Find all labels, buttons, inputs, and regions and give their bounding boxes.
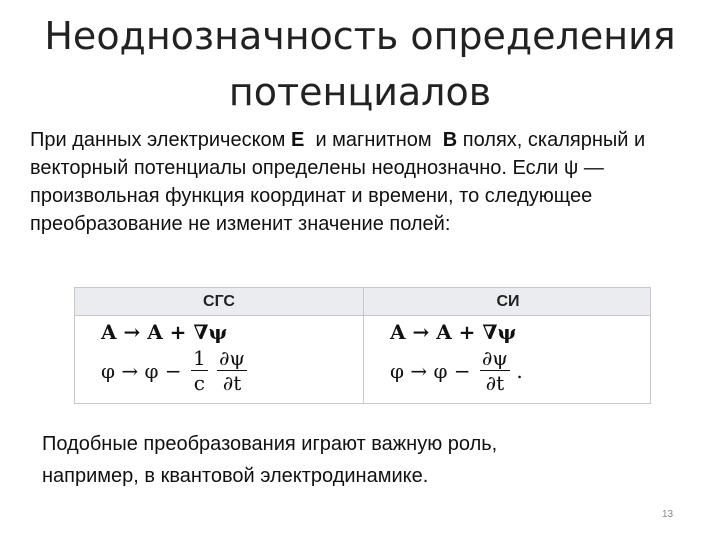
slide-title [0, 8, 720, 120]
page-number: 13 [662, 509, 674, 520]
si-trailing-period: . [516, 358, 523, 383]
cgs-deriv-den: ∂t [222, 371, 242, 395]
cgs-scalar-lhs: φ → φ − [101, 358, 182, 383]
outro-line-2: например, в квантовой электродинамике. [42, 465, 429, 487]
b-field-symbol: B [442, 129, 458, 151]
intro-text-1: При данных электрическом [30, 129, 291, 151]
intro-text-2: и магнитном [304, 129, 443, 151]
intro-paragraph [30, 126, 700, 238]
gauge-transform-table [74, 287, 651, 404]
cgs-deriv-fraction [217, 346, 247, 395]
header-si: СИ [496, 293, 520, 310]
cgs-coef-fraction [191, 346, 208, 395]
si-scalar-formula [390, 346, 523, 395]
title-line-1: Неоднозначность определения [44, 14, 676, 58]
si-deriv-den: ∂t [485, 371, 505, 395]
cgs-cell [75, 316, 363, 404]
si-cell [364, 316, 652, 404]
intro-text-3: полях, скалярный и векторный потенциалы определены неоднозначно. Если ψ — произвольная функция координат и времени, то следующее преобразование не изменит значение полей: [30, 129, 646, 235]
outro-line-1: Подобные преобразования играют важную роль, [42, 433, 498, 455]
cgs-vector-formula: A → A + ∇ψ [101, 320, 228, 344]
e-field-symbol: E [290, 129, 305, 151]
si-vector-formula: A → A + ∇ψ [390, 320, 517, 344]
cgs-coef-den: c [193, 371, 205, 395]
outro-paragraph [42, 428, 682, 492]
header-cgs: СГС [203, 293, 235, 310]
si-deriv-num: ∂ψ [481, 346, 508, 370]
si-scalar-lhs: φ → φ − [390, 358, 471, 383]
si-deriv-fraction [480, 346, 510, 395]
title-line-2: потенциалов [228, 70, 492, 114]
cgs-scalar-formula [101, 346, 247, 395]
cgs-deriv-num: ∂ψ [219, 346, 246, 370]
cgs-coef-num: 1 [192, 346, 206, 370]
